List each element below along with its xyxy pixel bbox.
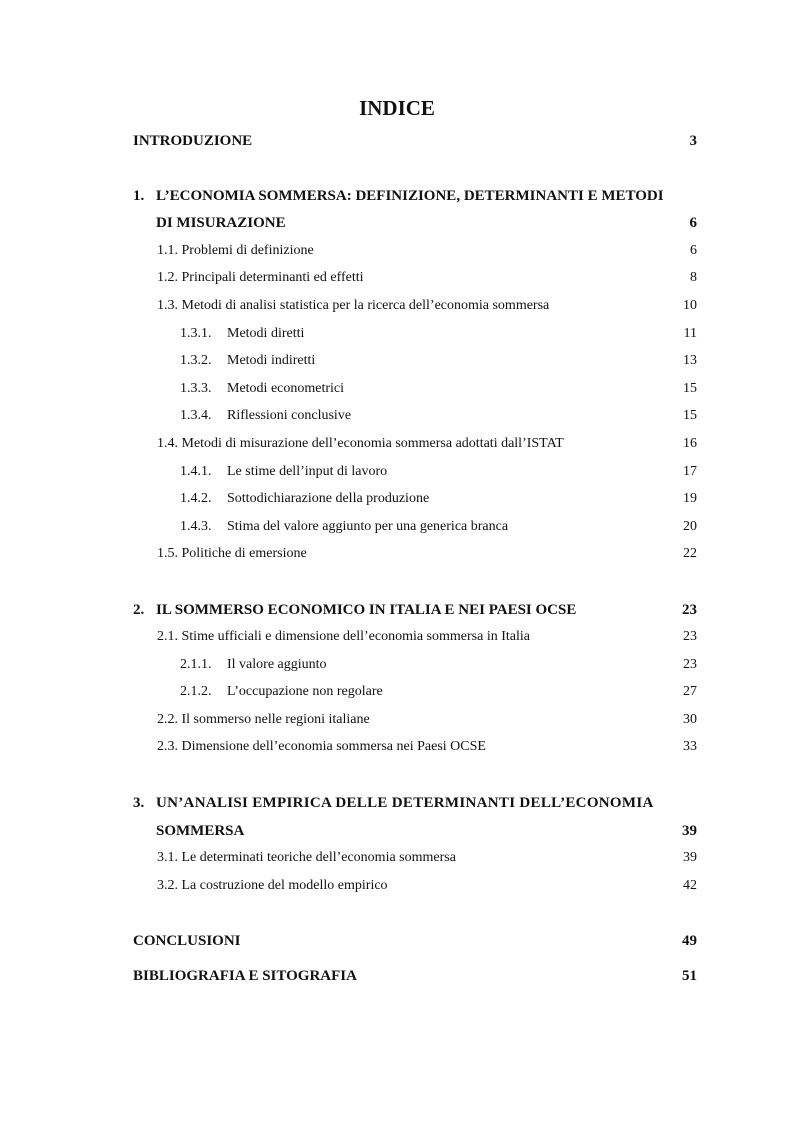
toc-subsection-1-3-1[interactable] bbox=[180, 324, 697, 344]
toc-label: 1.4. Metodi di misurazione dell’economia sommersa adottati dall’ISTAT bbox=[157, 436, 564, 451]
toc-label: IL SOMMERSO ECONOMICO IN ITALIA E NEI PAESI OCSE bbox=[156, 602, 577, 618]
section-number: 1.3.4. bbox=[180, 408, 212, 423]
section-number: 1.3.1. bbox=[180, 326, 212, 341]
toc-page: 23 bbox=[683, 657, 697, 672]
toc-label: 1.5. Politiche di emersione bbox=[157, 546, 307, 561]
toc-page: 39 bbox=[682, 823, 697, 839]
toc-label: L’occupazione non regolare bbox=[227, 684, 383, 699]
toc-section-3-1[interactable] bbox=[157, 848, 697, 868]
toc-page: 3 bbox=[689, 133, 697, 149]
toc-chapter-3-line1[interactable] bbox=[133, 793, 697, 813]
toc-label: Stima del valore aggiunto per una generica branca bbox=[227, 519, 509, 534]
toc-section-1-1[interactable] bbox=[157, 241, 697, 261]
section-number: 1.4.3. bbox=[180, 519, 212, 534]
toc-page: 19 bbox=[683, 491, 697, 506]
toc-page: 15 bbox=[683, 381, 697, 396]
toc-label: 1.3. Metodi di analisi statistica per la ricerca dell’economia sommersa bbox=[157, 298, 550, 313]
chapter-number: 3. bbox=[133, 795, 145, 811]
toc-page: 27 bbox=[683, 684, 697, 699]
toc-page: 23 bbox=[682, 602, 697, 618]
toc-page: 39 bbox=[683, 850, 697, 865]
toc-subsection-2-1-2[interactable] bbox=[180, 682, 697, 702]
toc-page: 11 bbox=[683, 326, 697, 341]
toc-label: Riflessioni conclusive bbox=[227, 408, 352, 423]
section-number: 1.4.1. bbox=[180, 464, 212, 479]
toc-entry-conclusioni[interactable] bbox=[133, 931, 697, 951]
toc-page: 15 bbox=[683, 408, 697, 423]
toc-label: 1.2. Principali determinanti ed effetti bbox=[157, 270, 364, 285]
toc-page: 6 bbox=[689, 215, 697, 231]
section-number: 2.1.1. bbox=[180, 657, 212, 672]
toc-chapter-1-line2[interactable] bbox=[156, 213, 697, 233]
toc-subsection-1-3-3[interactable] bbox=[180, 379, 697, 399]
section-number: 2.1.2. bbox=[180, 684, 212, 699]
toc-label: SOMMERSA bbox=[156, 823, 245, 839]
toc-section-2-2[interactable] bbox=[157, 710, 697, 730]
toc-label: Sottodichiarazione della produzione bbox=[227, 491, 430, 506]
toc-label: 2.2. Il sommerso nelle regioni italiane bbox=[157, 712, 370, 727]
section-number: 1.4.2. bbox=[180, 491, 212, 506]
toc-label: 2.3. Dimensione dell’economia sommersa nei Paesi OCSE bbox=[157, 739, 486, 754]
toc-subsection-1-4-3[interactable] bbox=[180, 517, 697, 537]
toc-page: 17 bbox=[683, 464, 697, 479]
toc-page: 51 bbox=[682, 968, 697, 984]
toc-label: Il valore aggiunto bbox=[227, 657, 327, 672]
toc-chapter-3-line2[interactable] bbox=[156, 821, 697, 841]
page-title: INDICE bbox=[359, 96, 435, 120]
toc-label: INTRODUZIONE bbox=[133, 133, 253, 149]
toc-label: UN’ANALISI EMPIRICA DELLE DETERMINANTI DELL’ECONOMIA bbox=[156, 795, 654, 811]
toc-label: 2.1. Stime ufficiali e dimensione dell’economia sommersa in Italia bbox=[157, 629, 530, 644]
toc-section-3-2[interactable] bbox=[157, 876, 697, 896]
toc-chapter-1-line1[interactable] bbox=[133, 186, 697, 206]
toc-page: 33 bbox=[683, 739, 697, 754]
toc-label: 3.1. Le determinati teoriche dell’economia sommersa bbox=[157, 850, 456, 865]
toc-label: DI MISURAZIONE bbox=[156, 215, 286, 231]
toc-entry-introduzione[interactable] bbox=[133, 131, 697, 151]
toc-page: 42 bbox=[683, 878, 697, 893]
toc-label: L’ECONOMIA SOMMERSA: DEFINIZIONE, DETERMINANTI E METODI bbox=[156, 188, 664, 204]
toc-subsection-1-3-4[interactable] bbox=[180, 406, 697, 426]
toc-section-2-1[interactable] bbox=[157, 627, 697, 647]
toc-subsection-1-4-2[interactable] bbox=[180, 489, 697, 509]
toc-entry-bibliografia[interactable] bbox=[133, 966, 697, 986]
toc-section-1-4[interactable] bbox=[157, 434, 697, 454]
toc-label: 3.2. La costruzione del modello empirico bbox=[157, 878, 388, 893]
toc-page: 10 bbox=[683, 298, 697, 313]
toc-subsection-2-1-1[interactable] bbox=[180, 655, 697, 675]
toc-section-1-3[interactable] bbox=[157, 296, 697, 316]
toc-label: Metodi diretti bbox=[227, 326, 305, 341]
toc-section-1-5[interactable] bbox=[157, 544, 697, 564]
toc-page: 49 bbox=[682, 933, 697, 949]
section-number: 1.3.3. bbox=[180, 381, 212, 396]
toc-page: 16 bbox=[683, 436, 697, 451]
toc-chapter-2[interactable] bbox=[133, 600, 697, 620]
toc-page: 22 bbox=[683, 546, 697, 561]
toc-label: CONCLUSIONI bbox=[133, 933, 241, 949]
toc-subsection-1-3-2[interactable] bbox=[180, 351, 697, 371]
toc-page: 13 bbox=[683, 353, 697, 368]
toc-page: 8 bbox=[690, 270, 697, 285]
toc-label: Metodi indiretti bbox=[227, 353, 316, 368]
toc-page: 30 bbox=[683, 712, 697, 727]
toc-label: 1.1. Problemi di definizione bbox=[157, 243, 314, 258]
toc-label: Metodi econometrici bbox=[227, 381, 345, 396]
toc-section-2-3[interactable] bbox=[157, 737, 697, 757]
toc-section-1-2[interactable] bbox=[157, 268, 697, 288]
section-number: 1.3.2. bbox=[180, 353, 212, 368]
toc-page: 20 bbox=[683, 519, 697, 534]
toc-page: 6 bbox=[690, 243, 697, 258]
chapter-number: 1. bbox=[133, 188, 145, 204]
toc-page: 23 bbox=[683, 629, 697, 644]
toc-subsection-1-4-1[interactable] bbox=[180, 462, 697, 482]
chapter-number: 2. bbox=[133, 602, 145, 618]
toc-label: BIBLIOGRAFIA E SITOGRAFIA bbox=[133, 968, 357, 984]
toc-label: Le stime dell’input di lavoro bbox=[227, 464, 388, 479]
